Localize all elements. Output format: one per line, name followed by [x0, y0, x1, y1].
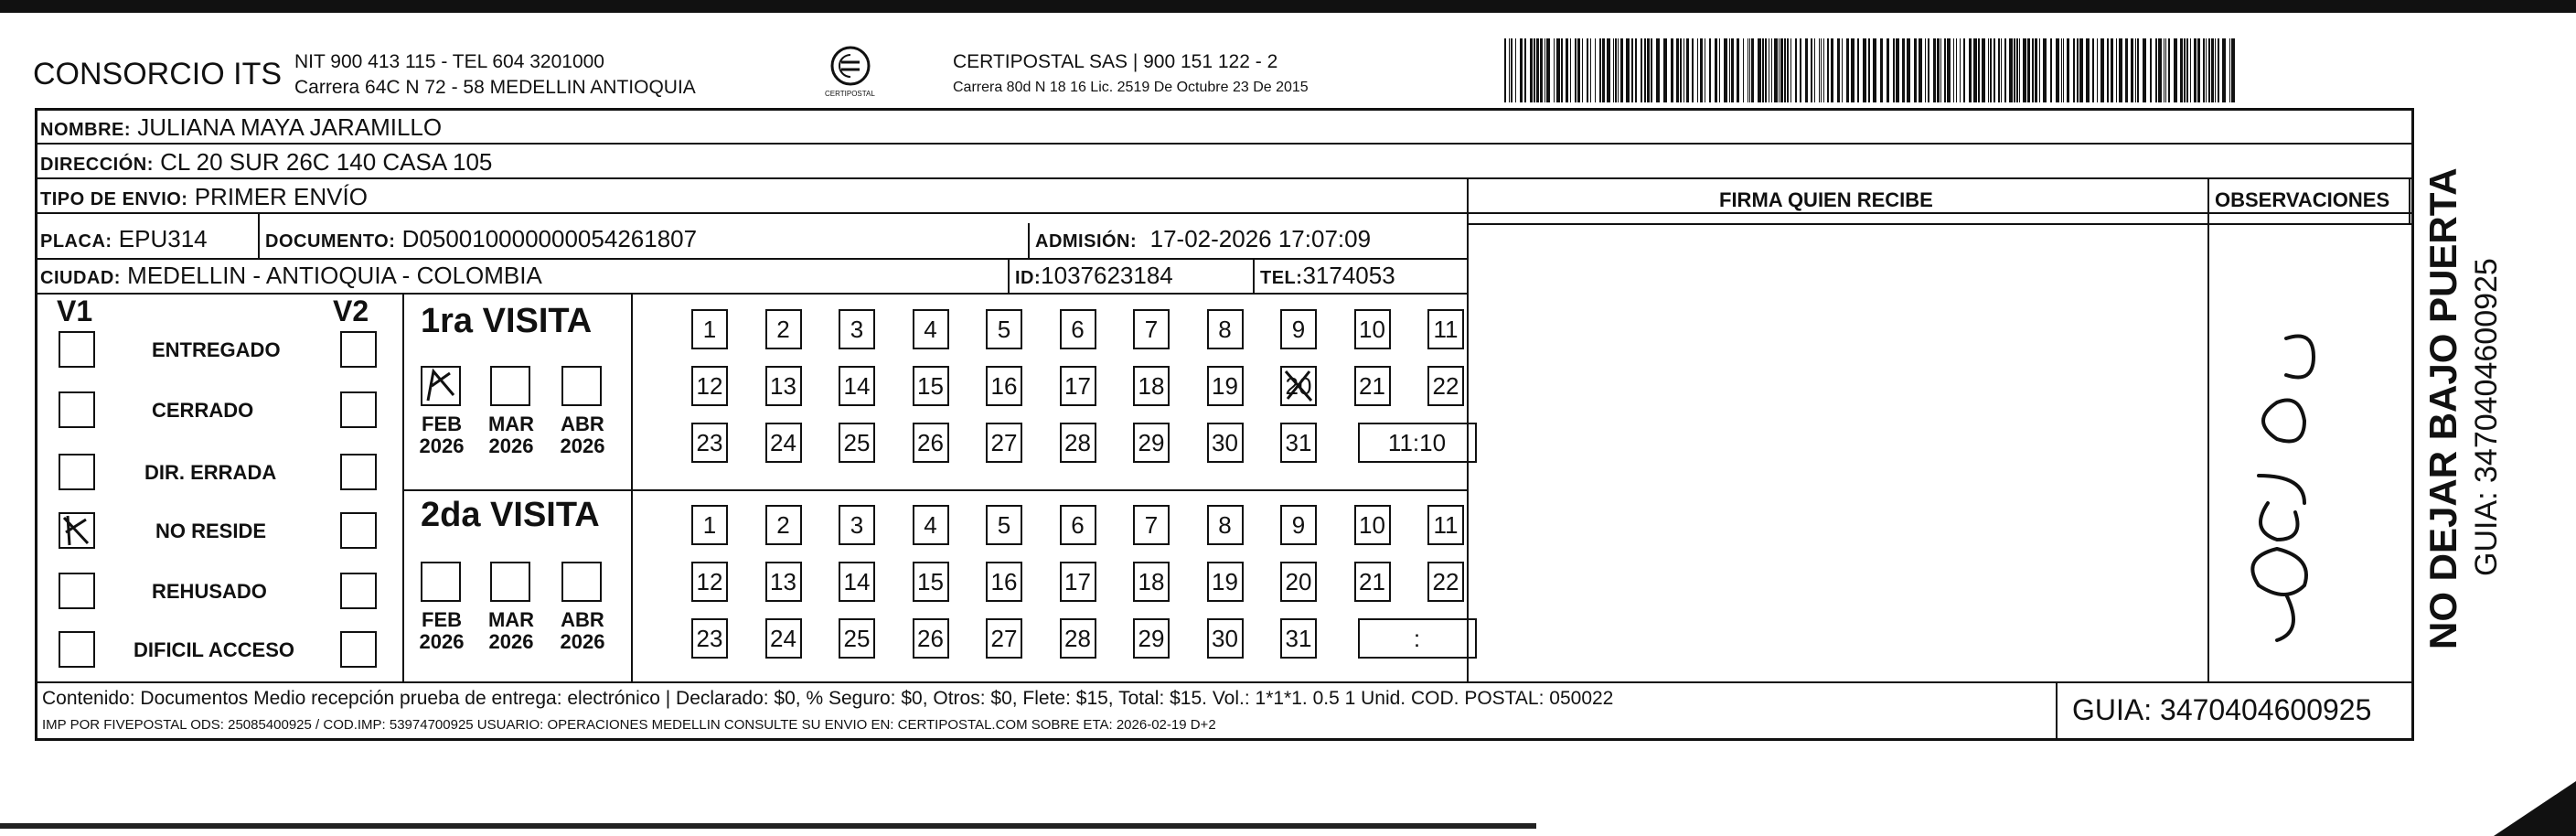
day-checkbox[interactable]: 7 [1133, 505, 1170, 545]
month-year: 2026 [419, 630, 465, 653]
v2-checkbox[interactable] [340, 331, 377, 368]
v2-checkbox[interactable] [340, 391, 377, 428]
month-label [479, 413, 543, 457]
tipo-value: PRIMER ENVÍO [194, 183, 368, 210]
divider [402, 293, 404, 681]
day-checkbox[interactable]: 19 [1207, 366, 1244, 406]
day-check-mark-icon [1282, 368, 1315, 409]
status-label: NO RESIDE [155, 520, 267, 542]
id-label: ID: [1015, 268, 1042, 288]
month-year: 2026 [488, 630, 534, 653]
divider [35, 212, 2414, 214]
field-id [1015, 262, 1173, 292]
day-checkbox[interactable]: 18 [1133, 366, 1170, 406]
field-placa [40, 225, 208, 255]
divider [1467, 223, 2414, 225]
v2-checkbox[interactable] [340, 454, 377, 490]
day-checkbox[interactable]: 27 [986, 423, 1022, 463]
day-checkbox[interactable]: 3 [839, 309, 875, 349]
divider [2409, 177, 2410, 224]
day-checkbox[interactable]: 14 [839, 366, 875, 406]
divider [402, 489, 1469, 491]
day-checkbox[interactable]: 13 [765, 562, 802, 602]
field-admision [1035, 225, 1371, 255]
certipostal-logo-icon [823, 42, 878, 97]
admision-label: ADMISIÓN: [1035, 231, 1138, 252]
day-checkbox[interactable]: 10 [1354, 505, 1391, 545]
day-checkbox[interactable]: 31 [1280, 423, 1317, 463]
no-dejar-bajo-puerta: NO DEJAR BAJO PUERTA [2421, 167, 2464, 649]
top-edge [0, 0, 2576, 13]
day-checkbox[interactable]: 20 [1280, 562, 1317, 602]
check-mark-icon [60, 514, 93, 547]
month-checkbox-abr[interactable] [561, 366, 602, 406]
month-checkbox-feb[interactable] [421, 366, 461, 406]
visit-time-field[interactable]: 11:10 [1358, 423, 1477, 463]
day-checkbox[interactable]: 23 [691, 423, 728, 463]
month-name: MAR [487, 608, 535, 631]
first-visit-title: 1ra VISITA [421, 302, 593, 340]
day-checkbox[interactable]: 22 [1427, 562, 1464, 602]
month-checkbox-mar[interactable] [490, 366, 530, 406]
observaciones-header: OBSERVACIONES [2215, 188, 2390, 211]
v2-header: V2 [333, 295, 369, 327]
day-checkbox[interactable]: 8 [1207, 505, 1244, 545]
month-label [550, 609, 615, 653]
check-mark-icon [422, 368, 459, 404]
month-year: 2026 [488, 434, 534, 457]
month-checkbox-abr[interactable] [561, 562, 602, 602]
month-label [410, 609, 474, 653]
v1-checkbox[interactable] [59, 631, 95, 668]
cert-line2: Carrera 80d N 18 16 Lic. 2519 De Octubre 23 De 2015 [953, 80, 1309, 95]
day-checkbox[interactable]: 21 [1354, 366, 1391, 406]
day-checkbox[interactable]: 28 [1060, 423, 1096, 463]
firma-header: FIRMA QUIEN RECIBE [1719, 188, 1933, 211]
month-checkbox-feb[interactable] [421, 562, 461, 602]
month-year: 2026 [560, 630, 605, 653]
field-tipo [40, 183, 368, 213]
tipo-label: TIPO DE ENVIO: [40, 189, 188, 209]
divider [1028, 223, 1030, 258]
day-checkbox[interactable]: 28 [1060, 618, 1096, 659]
placa-label: PLACA: [40, 231, 112, 252]
day-checkbox[interactable]: 23 [691, 618, 728, 659]
second-visit-title: 2da VISITA [421, 496, 600, 534]
day-checkbox[interactable]: 24 [765, 423, 802, 463]
day-checkbox[interactable]: 3 [839, 505, 875, 545]
company-name: CONSORCIO ITS [33, 57, 283, 91]
visit-time-field[interactable]: : [1358, 618, 1477, 659]
field-nombre [40, 113, 442, 144]
day-checkbox[interactable]: 6 [1060, 505, 1096, 545]
day-checkbox[interactable]: 15 [913, 366, 949, 406]
cert-line1: CERTIPOSTAL SAS | 900 151 122 - 2 [953, 51, 1278, 72]
day-checkbox[interactable]: 1 [691, 505, 728, 545]
footer-print-info: IMP POR FIVEPOSTAL ODS: 25085400925 / COD.IMP: 53974700925 USUARIO: OPERACIONES MEDELLIN CONSULTE SU ENVIO EN: CERTIPOSTAL.COM SOBRE ETA: 2026-02-19 D+2 [42, 717, 1216, 733]
day-checkbox[interactable]: 1 [691, 309, 728, 349]
day-checkbox[interactable]: 4 [913, 309, 949, 349]
day-checkbox[interactable]: 13 [765, 366, 802, 406]
divider [631, 293, 633, 681]
bottom-edge [0, 823, 1536, 829]
day-checkbox[interactable]: 11 [1427, 309, 1464, 349]
day-checkbox[interactable]: 16 [986, 562, 1022, 602]
day-checkbox[interactable]: 30 [1207, 423, 1244, 463]
day-checkbox[interactable]: 29 [1133, 423, 1170, 463]
day-checkbox[interactable]: 17 [1060, 562, 1096, 602]
day-checkbox[interactable]: 10 [1354, 309, 1391, 349]
field-direccion [40, 148, 492, 178]
day-checkbox[interactable]: 5 [986, 505, 1022, 545]
day-checkbox[interactable]: 22 [1427, 366, 1464, 406]
placa-value: EPU314 [118, 225, 208, 252]
month-checkbox-mar[interactable] [490, 562, 530, 602]
tel-label: TEL: [1260, 268, 1303, 288]
barcode [1504, 38, 2236, 102]
divider [1253, 258, 1255, 293]
v1-checkbox[interactable] [59, 391, 95, 428]
side-guia-number: GUIA: 3470404600925 [2469, 258, 2504, 576]
day-checkbox[interactable]: 8 [1207, 309, 1244, 349]
day-checkbox[interactable]: 12 [691, 366, 728, 406]
divider [258, 212, 260, 258]
status-label: DIR. ERRADA [144, 461, 277, 484]
day-checkbox[interactable]: 30 [1207, 618, 1244, 659]
day-checkbox[interactable]: 2 [765, 309, 802, 349]
day-checkbox[interactable]: 9 [1280, 309, 1317, 349]
day-checkbox[interactable]: 5 [986, 309, 1022, 349]
v2-checkbox[interactable] [340, 573, 377, 609]
day-checkbox[interactable]: 26 [913, 618, 949, 659]
month-name: FEB [422, 413, 462, 435]
status-label: REHUSADO [152, 580, 267, 603]
id-value: 1037623184 [1041, 262, 1173, 289]
field-tel [1260, 262, 1395, 292]
day-checkbox[interactable]: 25 [839, 618, 875, 659]
nit-line: NIT 900 413 115 - TEL 604 3201000 [294, 51, 604, 72]
corner-mark [2494, 781, 2576, 836]
guia-number: GUIA: 3470404600925 [2072, 693, 2372, 726]
day-checkbox[interactable]: 20 [1280, 366, 1317, 406]
v1-checkbox[interactable] [59, 331, 95, 368]
company-address: Carrera 64C N 72 - 58 MEDELLIN ANTIOQUIA [294, 77, 696, 98]
nombre-label: NOMBRE: [40, 120, 132, 140]
day-checkbox[interactable]: 29 [1133, 618, 1170, 659]
month-label [550, 413, 615, 457]
month-name: ABR [561, 413, 604, 435]
direccion-label: DIRECCIÓN: [40, 155, 154, 175]
ciudad-value: MEDELLIN - ANTIOQUIA - COLOMBIA [127, 262, 542, 289]
day-checkbox[interactable]: 6 [1060, 309, 1096, 349]
tel-value: 3174053 [1302, 262, 1395, 289]
v2-checkbox[interactable] [340, 512, 377, 549]
v1-checkbox[interactable] [59, 512, 95, 549]
field-documento [265, 225, 697, 255]
day-checkbox[interactable]: 17 [1060, 366, 1096, 406]
month-label [410, 413, 474, 457]
divider [35, 293, 1469, 295]
day-checkbox[interactable]: 2 [765, 505, 802, 545]
day-checkbox[interactable]: 26 [913, 423, 949, 463]
day-checkbox[interactable]: 25 [839, 423, 875, 463]
status-label: ENTREGADO [152, 338, 281, 361]
month-year: 2026 [560, 434, 605, 457]
admision-value: 17-02-2026 17:07:09 [1149, 225, 1372, 252]
field-ciudad [40, 262, 542, 292]
nombre-value: JULIANA MAYA JARAMILLO [137, 113, 443, 141]
month-name: MAR [487, 413, 535, 435]
day-checkbox[interactable]: 31 [1280, 618, 1317, 659]
day-checkbox[interactable]: 27 [986, 618, 1022, 659]
day-checkbox[interactable]: 14 [839, 562, 875, 602]
day-checkbox[interactable]: 18 [1133, 562, 1170, 602]
direccion-value: CL 20 SUR 26C 140 CASA 105 [160, 148, 493, 176]
day-checkbox[interactable]: 24 [765, 618, 802, 659]
v1-checkbox[interactable] [59, 573, 95, 609]
logo-caption: CERTIPOSTAL [825, 90, 875, 98]
day-checkbox[interactable]: 4 [913, 505, 949, 545]
month-name: FEB [422, 608, 462, 631]
status-label: DIFICIL ACCESO [134, 638, 295, 661]
day-checkbox[interactable]: 11 [1427, 505, 1464, 545]
divider [2207, 177, 2209, 681]
signature [2222, 302, 2350, 649]
ciudad-label: CIUDAD: [40, 268, 121, 288]
company-info [294, 49, 696, 101]
status-label: CERRADO [152, 399, 254, 422]
day-checkbox[interactable]: 15 [913, 562, 949, 602]
certipostal-info [953, 49, 1309, 101]
v1-checkbox[interactable] [59, 454, 95, 490]
v2-checkbox[interactable] [340, 631, 377, 668]
documento-label: DOCUMENTO: [265, 231, 396, 252]
day-checkbox[interactable]: 19 [1207, 562, 1244, 602]
month-year: 2026 [419, 434, 465, 457]
day-checkbox[interactable]: 7 [1133, 309, 1170, 349]
footer-contents: Contenido: Documentos Medio recepción prueba de entrega: electrónico | Declarado: $0, % Seguro: $0, Otros: $0, Flete: $15, Total: $15. Vol.: 1*1*1. 0.5 1 Unid. COD. POSTAL: 050022 [42, 688, 1614, 709]
day-checkbox[interactable]: 16 [986, 366, 1022, 406]
v1-header: V1 [57, 295, 93, 327]
day-checkbox[interactable]: 12 [691, 562, 728, 602]
day-checkbox[interactable]: 9 [1280, 505, 1317, 545]
documento-value: D050010000000054261807 [401, 225, 698, 252]
month-name: ABR [561, 608, 604, 631]
month-label [479, 609, 543, 653]
divider [1008, 258, 1010, 293]
day-checkbox[interactable]: 21 [1354, 562, 1391, 602]
